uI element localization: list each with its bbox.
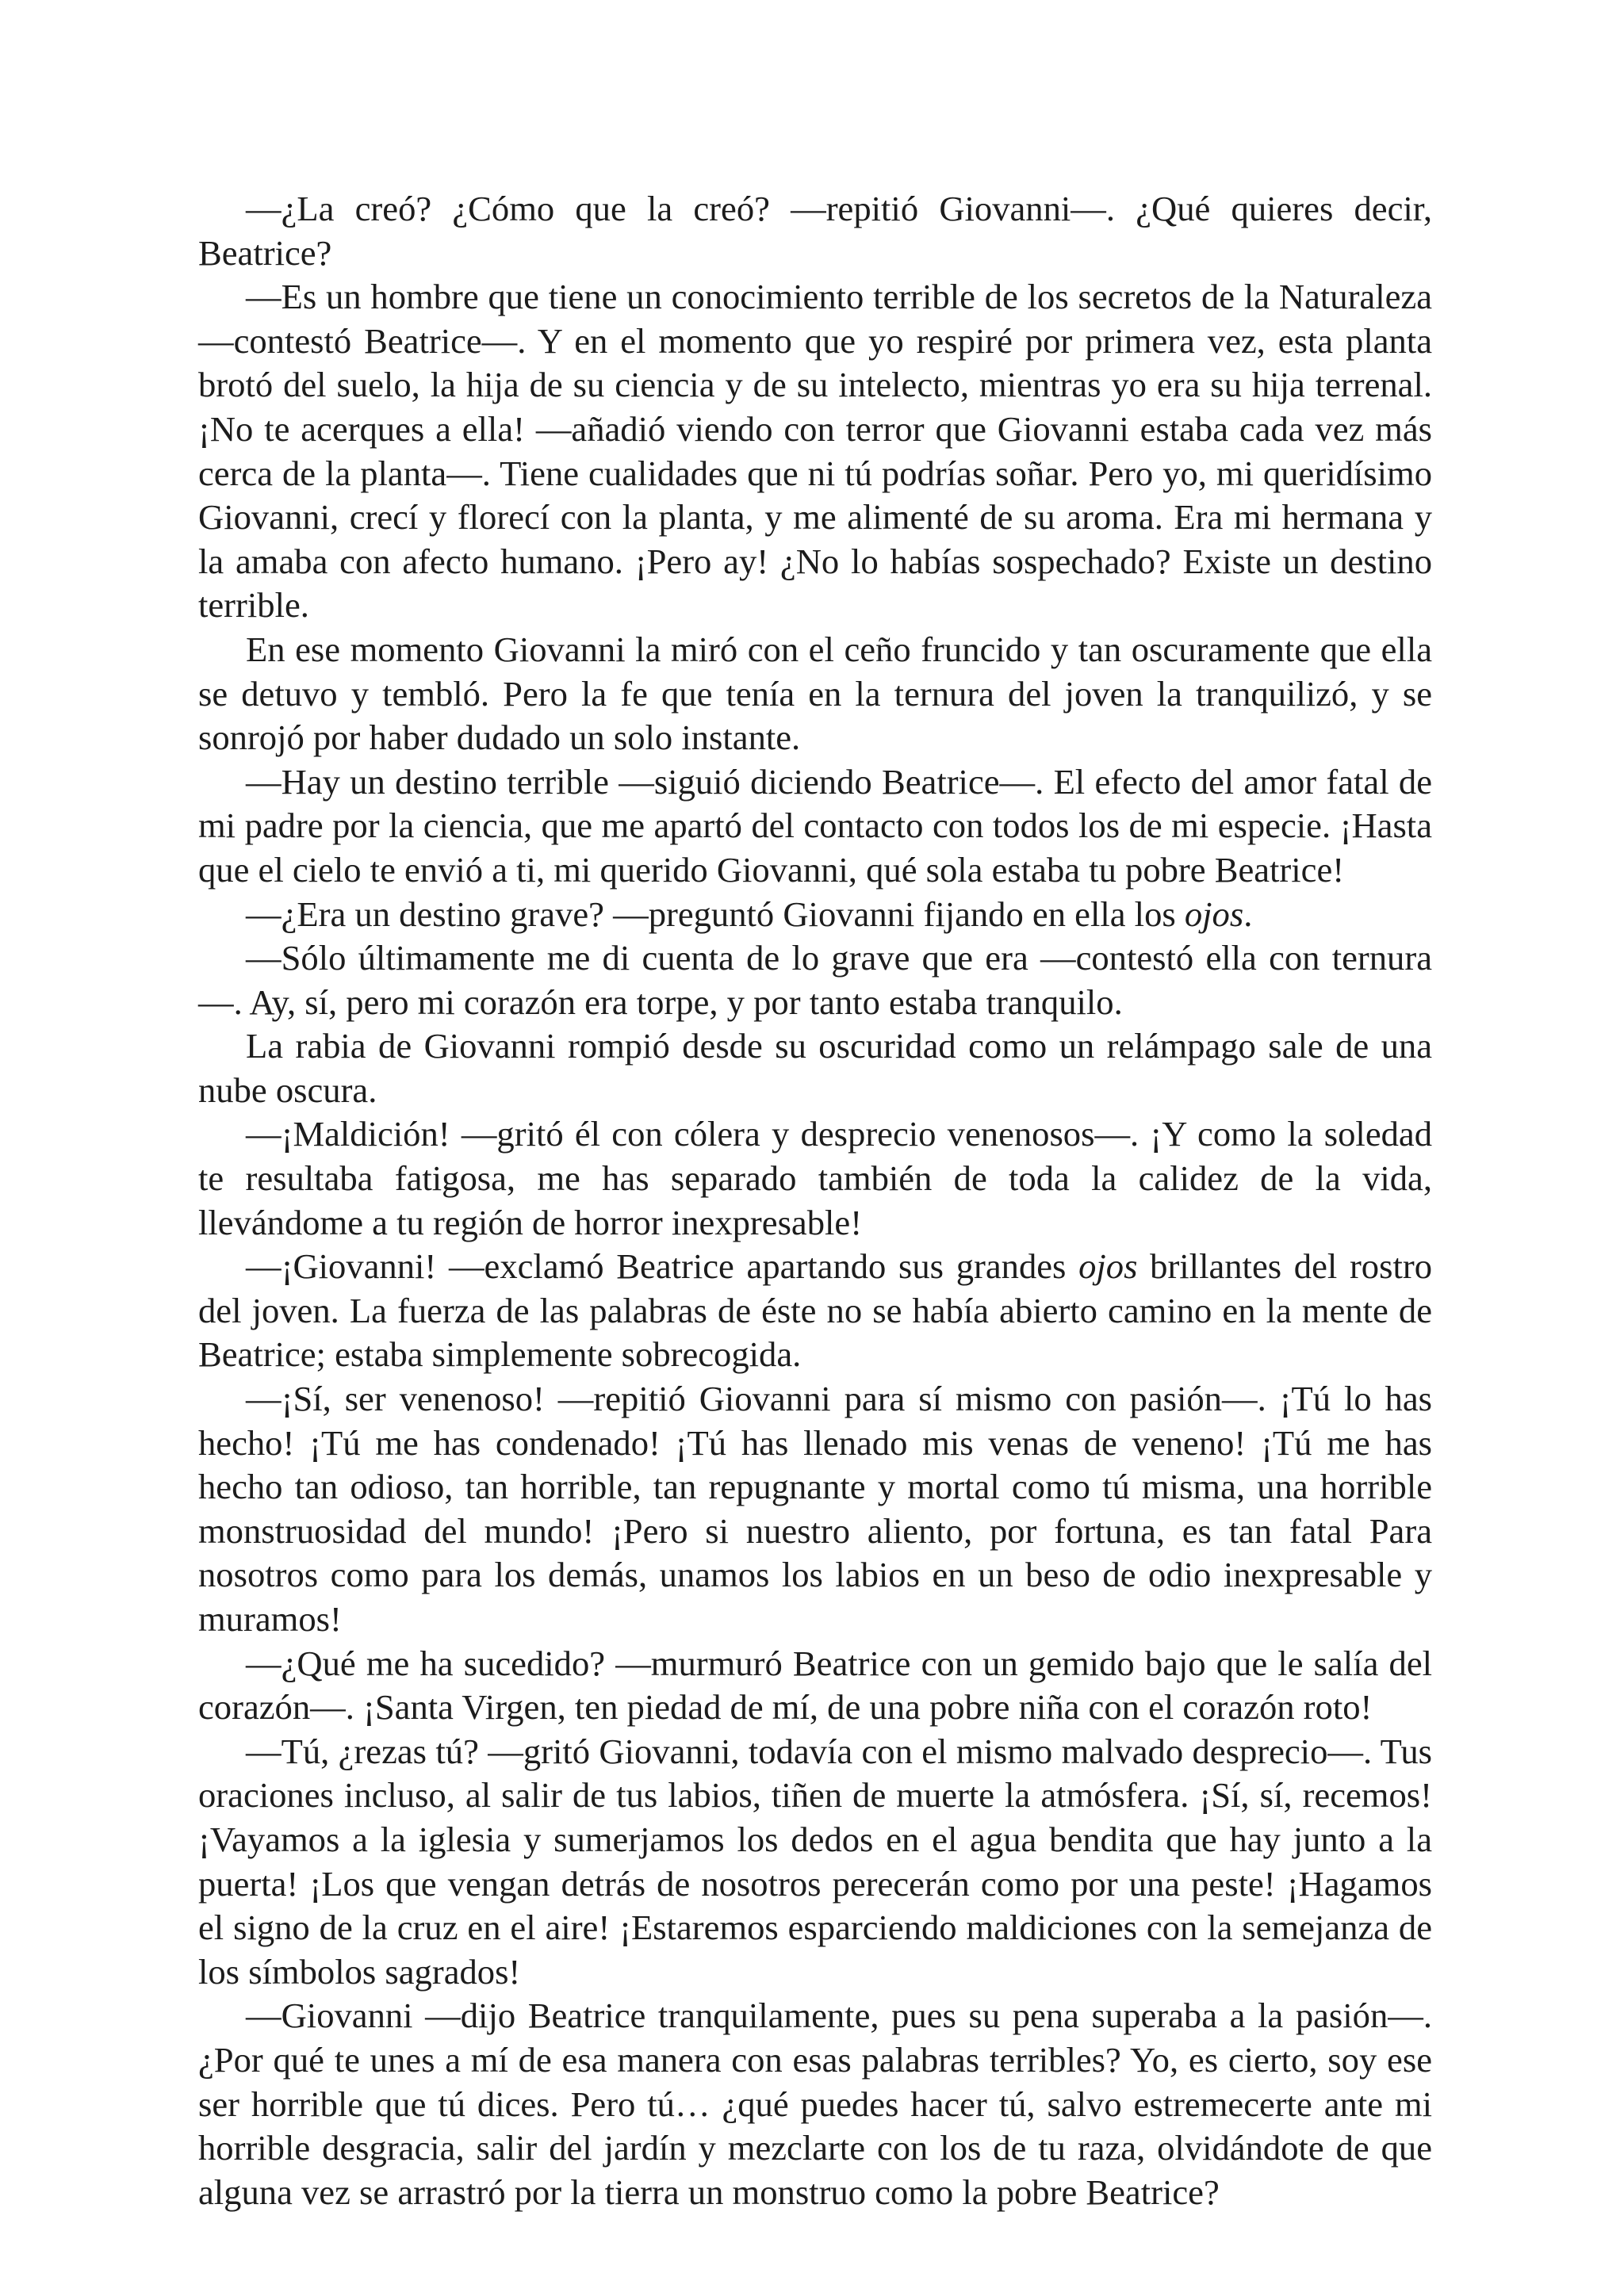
paragraph-text: —¡Maldición! —gritó él con cólera y desprecio venenosos—. ¡Y como la soledad te resultaba fatigosa, me has separado también de toda la calidez de la vida, llevándome a tu región de horror inexpresable! bbox=[198, 1114, 1432, 1242]
paragraph-text: —¿Era un destino grave? —preguntó Giovanni fijando en ella los bbox=[246, 894, 1185, 934]
paragraph-text: —¡Giovanni! —exclamó Beatrice apartando sus grandes bbox=[246, 1246, 1079, 1287]
paragraph bbox=[198, 893, 1432, 937]
paragraph-text: —Es un hombre que tiene un conocimiento terrible de los secretos de la Naturaleza —contestó Beatrice—. Y en el momento que yo respiré por primera vez, esta planta brotó del suelo, la hija de su ciencia y de su intelecto, mientras yo era su hija terrenal. ¡No te acerques a ella! —añadió viendo con terror que Giovanni estaba cada vez más cerca de la planta—. Tiene cualidades que ni tú podrías soñar. Pero yo, mi queridísimo Giovanni, crecí y florecí con la planta, y me alimenté de su aroma. Era mi hermana y la amaba con afecto humano. ¡Pero ay! ¿No lo habías sospechado? Existe un destino terrible. bbox=[198, 277, 1432, 626]
paragraph bbox=[198, 1730, 1432, 1995]
italic-text: ojos bbox=[1184, 894, 1244, 934]
paragraph bbox=[198, 760, 1432, 893]
paragraph-text: —Giovanni —dijo Beatrice tranquilamente, pues su pena superaba a la pasión—. ¿Por qué te unes a mí de esa manera con esas palabras terribles? Yo, es cierto, soy ese ser horrible que tú dices. Pero tú… ¿qué puedes hacer tú, salvo estremecerte ante mi horrible desgracia, salir del jardín y mezclarte con los de tu raza, olvidándote de que alguna vez se arrastró por la tierra un monstruo como la pobre Beatrice? bbox=[198, 1996, 1432, 2212]
italic-text: ojos bbox=[1078, 1246, 1138, 1287]
paragraph-text: En ese momento Giovanni la miró con el ceño fruncido y tan oscuramente que ella se detuvo y tembló. Pero la fe que tenía en la ternura del joven la tranquilizó, y se sonrojó por haber dudado un solo instante. bbox=[198, 629, 1432, 758]
paragraph bbox=[198, 628, 1432, 760]
paragraph bbox=[198, 1112, 1432, 1245]
document-page bbox=[198, 187, 1432, 2214]
paragraph-text: —¿La creó? ¿Cómo que la creó? —repitió Giovanni—. ¿Qué quieres decir, Beatrice? bbox=[198, 189, 1432, 273]
paragraph bbox=[198, 1024, 1432, 1112]
paragraph-text: —Hay un destino terrible —siguió diciendo Beatrice—. El efecto del amor fatal de mi padre por la ciencia, que me apartó del contacto con todos los de mi especie. ¡Hasta que el cielo te envió a ti, mi querido Giovanni, qué sola estaba tu pobre Beatrice! bbox=[198, 761, 1432, 890]
paragraph-text: La rabia de Giovanni rompió desde su oscuridad como un relámpago sale de una nube oscura. bbox=[198, 1026, 1432, 1110]
paragraph-text: —¡Sí, ser venenoso! —repitió Giovanni para sí mismo con pasión—. ¡Tú lo has hecho! ¡Tú me has condenado! ¡Tú has llenado mis venas de veneno! ¡Tú me has hecho tan odioso, tan horrible, tan repugnante y mortal como tú misma, una horrible monstruosidad del mundo! ¡Pero si nuestro aliento, por fortuna, es tan fatal Para nosotros como para los demás, unamos los labios en un beso de odio inexpresable y muramos! bbox=[198, 1379, 1432, 1639]
paragraph bbox=[198, 187, 1432, 275]
paragraph-text: . bbox=[1243, 894, 1253, 934]
paragraph bbox=[198, 1642, 1432, 1730]
paragraph bbox=[198, 1994, 1432, 2214]
paragraph bbox=[198, 1377, 1432, 1642]
paragraph-text: —Sólo últimamente me di cuenta de lo grave que era —contestó ella con ternura—. Ay, sí, pero mi corazón era torpe, y por tanto estaba tranquilo. bbox=[198, 938, 1432, 1022]
paragraph-text: —¿Qué me ha sucedido? —murmuró Beatrice con un gemido bajo que le salía del corazón—. ¡Santa Virgen, ten piedad de mí, de una pobre niña con el corazón roto! bbox=[198, 1643, 1432, 1728]
paragraph bbox=[198, 936, 1432, 1024]
paragraph bbox=[198, 275, 1432, 628]
paragraph bbox=[198, 1245, 1432, 1377]
paragraph-text: —Tú, ¿rezas tú? —gritó Giovanni, todavía con el mismo malvado desprecio—. Tus oraciones incluso, al salir de tus labios, tiñen de muerte la atmósfera. ¡Sí, sí, recemos! ¡Vayamos a la iglesia y sumerjamos los dedos en el agua bendita que hay junto a la puerta! ¡Los que vengan detrás de nosotros perecerán como por una peste! ¡Hagamos el signo de la cruz en el aire! ¡Estaremos esparciendo maldiciones con la semejanza de los símbolos sagrados! bbox=[198, 1731, 1432, 1992]
paragraph-text: brillantes del rostro del joven. La fuerza de las palabras de éste no se había abierto camino en la mente de Beatrice; estaba simplemente sobrecogida. bbox=[198, 1246, 1432, 1375]
